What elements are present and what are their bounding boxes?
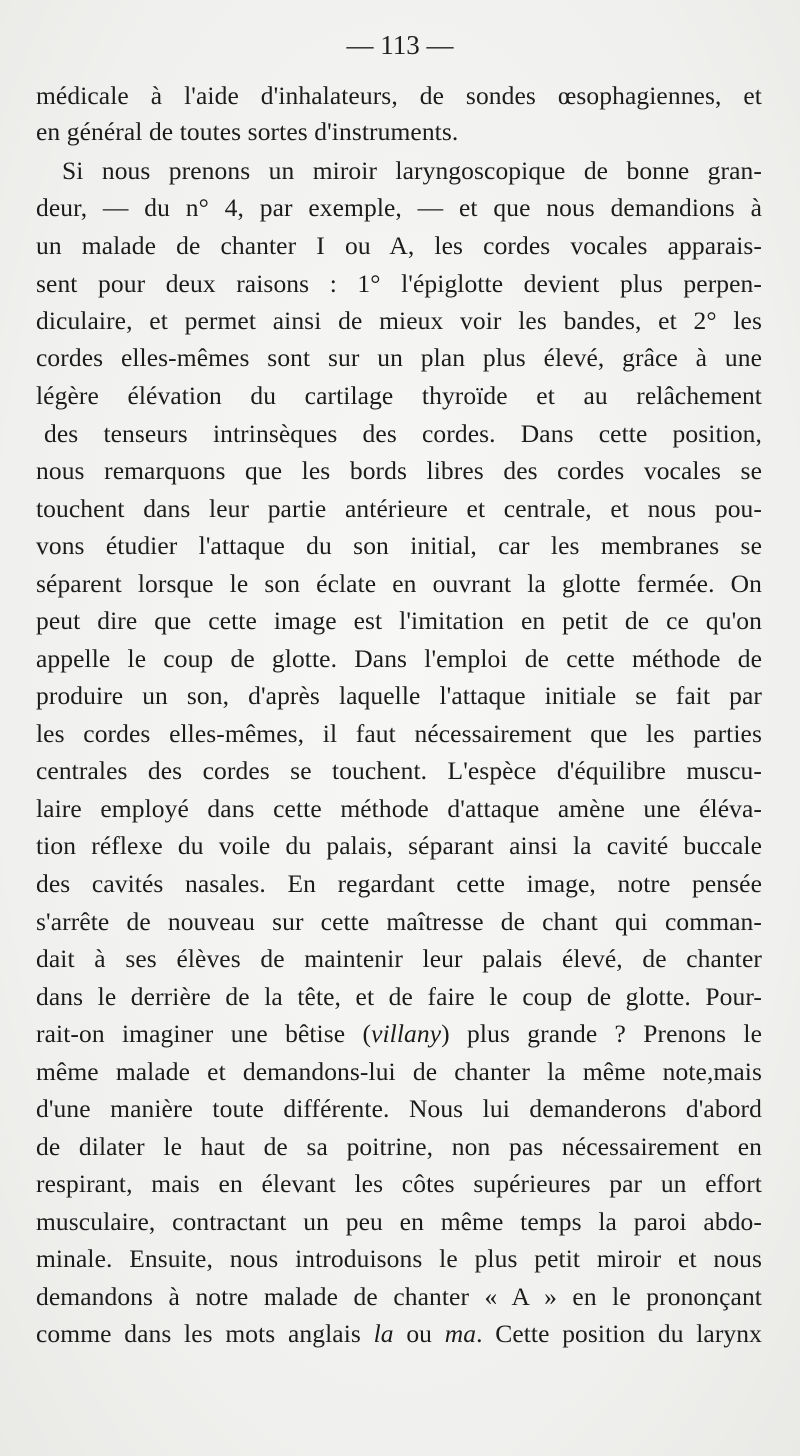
text-line: même malade et demandons-lui de chanter la même note,mais: [36, 1057, 762, 1086]
text-line: centrales des cordes se touchent. L'espèce d'équilibre muscu-: [36, 756, 762, 785]
text-line: dans le derrière de la tête, et de faire le coup de glotte. Pour-: [36, 982, 762, 1011]
text-line: nous remarquons que les bords libres des cordes vocales se: [36, 456, 762, 485]
text-line: musculaire, contractant un peu en même temps la paroi abdo-: [36, 1207, 762, 1236]
text-line: deur, — du n° 4, par exemple, — et que nous demandions à: [36, 193, 762, 222]
text-line: médicale à l'aide d'inhalateurs, de sondes œsophagiennes, et: [36, 81, 762, 110]
text-line: sent pour deux raisons : 1° l'épiglotte devient plus perpen-: [36, 269, 762, 298]
text-line: laire employé dans cette méthode d'attaque amène une éléva-: [36, 794, 762, 823]
text-line: d'une manière toute différente. Nous lui demanderons d'abord: [36, 1094, 762, 1123]
page-number: — 113 —: [346, 30, 454, 60]
text-line: des cavités nasales. En regardant cette image, notre pensée: [36, 869, 762, 898]
text-line: un malade de chanter I ou A, les cordes vocales apparais-: [36, 231, 762, 260]
text-line: touchent dans leur partie antérieure et centrale, et nous pou-: [36, 494, 762, 523]
text-line: des tenseurs intrinsèques des cordes. Dans cette position,: [44, 419, 762, 448]
text-line: en général de toutes sortes d'instruments.: [36, 117, 459, 146]
text-line: Si nous prenons un miroir laryngoscopique de bonne gran-: [62, 156, 762, 185]
text-line: appelle le coup de glotte. Dans l'emploi de cette méthode de: [36, 644, 762, 673]
text-line: s'arrête de nouveau sur cette maîtresse de chant qui comman-: [36, 907, 762, 936]
text-line: dait à ses élèves de maintenir leur palais élevé, de chanter: [36, 944, 762, 973]
text-line: diculaire, et permet ainsi de mieux voir les bandes, et 2° les: [36, 306, 762, 335]
text-line: les cordes elles-mêmes, il faut nécessairement que les parties: [36, 719, 762, 748]
text-line: vons étudier l'attaque du son initial, car les membranes se: [36, 531, 762, 560]
text-line: produire un son, d'après laquelle l'attaque initiale se fait par: [36, 681, 762, 710]
text-line: comme dans les mots anglais la ou ma. Cette position du larynx: [36, 1319, 762, 1348]
text-line: de dilater le haut de sa poitrine, non pas nécessairement en: [36, 1132, 762, 1161]
text-line: demandons à notre malade de chanter « A » en le prononçant: [36, 1282, 762, 1311]
text-line: peut dire que cette image est l'imitation en petit de ce qu'on: [36, 606, 762, 635]
text-line: légère élévation du cartilage thyroïde et au relâchement: [36, 381, 762, 410]
text-line: cordes elles-mêmes sont sur un plan plus élevé, grâce à une: [36, 343, 762, 372]
text-line: respirant, mais en élevant les côtes supérieures par un effort: [36, 1169, 762, 1198]
text-line: séparent lorsque le son éclate en ouvrant la glotte fermée. On: [36, 569, 762, 598]
text-line: rait-on imaginer une bêtise (villany) plus grande ? Prenons le: [36, 1019, 762, 1048]
text-line: tion réflexe du voile du palais, séparant ainsi la cavité buccale: [36, 831, 762, 860]
text-line: minale. Ensuite, nous introduisons le plus petit miroir et nous: [36, 1244, 762, 1273]
